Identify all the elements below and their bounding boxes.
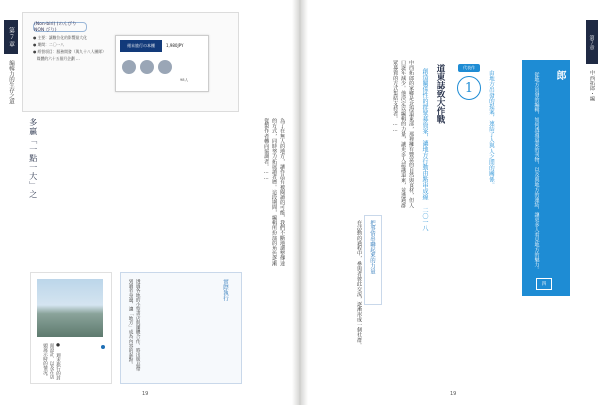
chapter-tag: 第７章 [4,20,18,54]
screen-price: 1,980JPY [166,43,184,48]
subhead: 把事情串聯起來的力量 [369,220,375,274]
photo-figure [30,272,112,384]
body-text-2: 在活動的過程中，參與者彼此交流，逐漸形成一個社群。 [356,220,362,348]
screen-banner: 週末旅行の本棚 [120,40,162,52]
representative-badge [456,64,482,108]
representative-tag: 代表作 [458,64,480,72]
chapter-tag: 第７章 [586,20,598,64]
body-text: 中西拓郎的家鄉是北海道東部，那裡擁有豐富的自然與食材，但人口逐年減少。他決定以編輯的力量，讓更多人認識道東，並透過群眾募資的方式集結支持者。…… [392,60,414,208]
page-number: 19 [142,391,149,397]
screenshot-figure [22,12,239,112]
book-cover-image [37,279,103,337]
page-title: 編輯力代表作×中西拓郎 [554,70,580,181]
title-subtext: 從地方出發的編輯，如何透過道東的刊物，以及與地方的連結，讓更多人看見地方的魅力。 [533,72,540,272]
page-number: 19 [450,391,457,397]
screen-footer: 98人 [180,78,189,82]
meta-line: 媒體的六十五個月企劃 … [33,56,80,61]
project-subtitle: 創造關係性的群眾募資案，讓地方行動由點串成線 二〇一八 [421,68,428,231]
right-page [300,0,600,405]
sidebar-box [120,272,242,384]
bullet-icon [101,345,105,349]
sidebar-heading: 實際執行 [222,279,228,301]
avatar [140,60,154,74]
photo-caption: ● 週末旅行的封面設計，以及在店頭展示時的情況。 [42,343,61,380]
project-tag: (Non-biri) (のんびり NON びり) [33,22,87,32]
avatar [158,60,172,74]
running-title: 編輯力的生存之道 [8,60,14,104]
meta-line: ● 期間：二〇一八 [33,42,65,47]
avatar [122,60,136,74]
sidebar-body: 透過各地的小型書店與團體合作，將出版品帶到讀者身邊，讓「地方」成為內容的起點。 [128,279,141,371]
meta-line: ● 經營項目：服務開發（與九十八人團隊） [33,49,106,54]
website-screenshot [115,35,209,92]
running-title: 中西拓郎・編 [589,70,595,102]
title-page-mark: 四 [536,278,552,290]
project-title: 道東誌致大作戰 [435,64,445,124]
representative-number: 1 [457,76,481,100]
body-text: 為了在無人的地方，讓作品有被閱讀的可能，我們不斷地調整傳達的方式，同時努力拓展讀者層。這段期間，編輯所扮演的角色逐漸從製作者轉向協調者。…… [263,118,285,266]
vertical-note: 多贏「一點一大」之 [28,118,38,199]
blue-note: 由地方出發的提案，連結了人與人之間的關係。 [487,70,494,188]
book-gutter [292,0,308,405]
meta-line: ● 主要：讓數位化的影響最大化 [33,35,87,40]
title-box [522,60,580,296]
